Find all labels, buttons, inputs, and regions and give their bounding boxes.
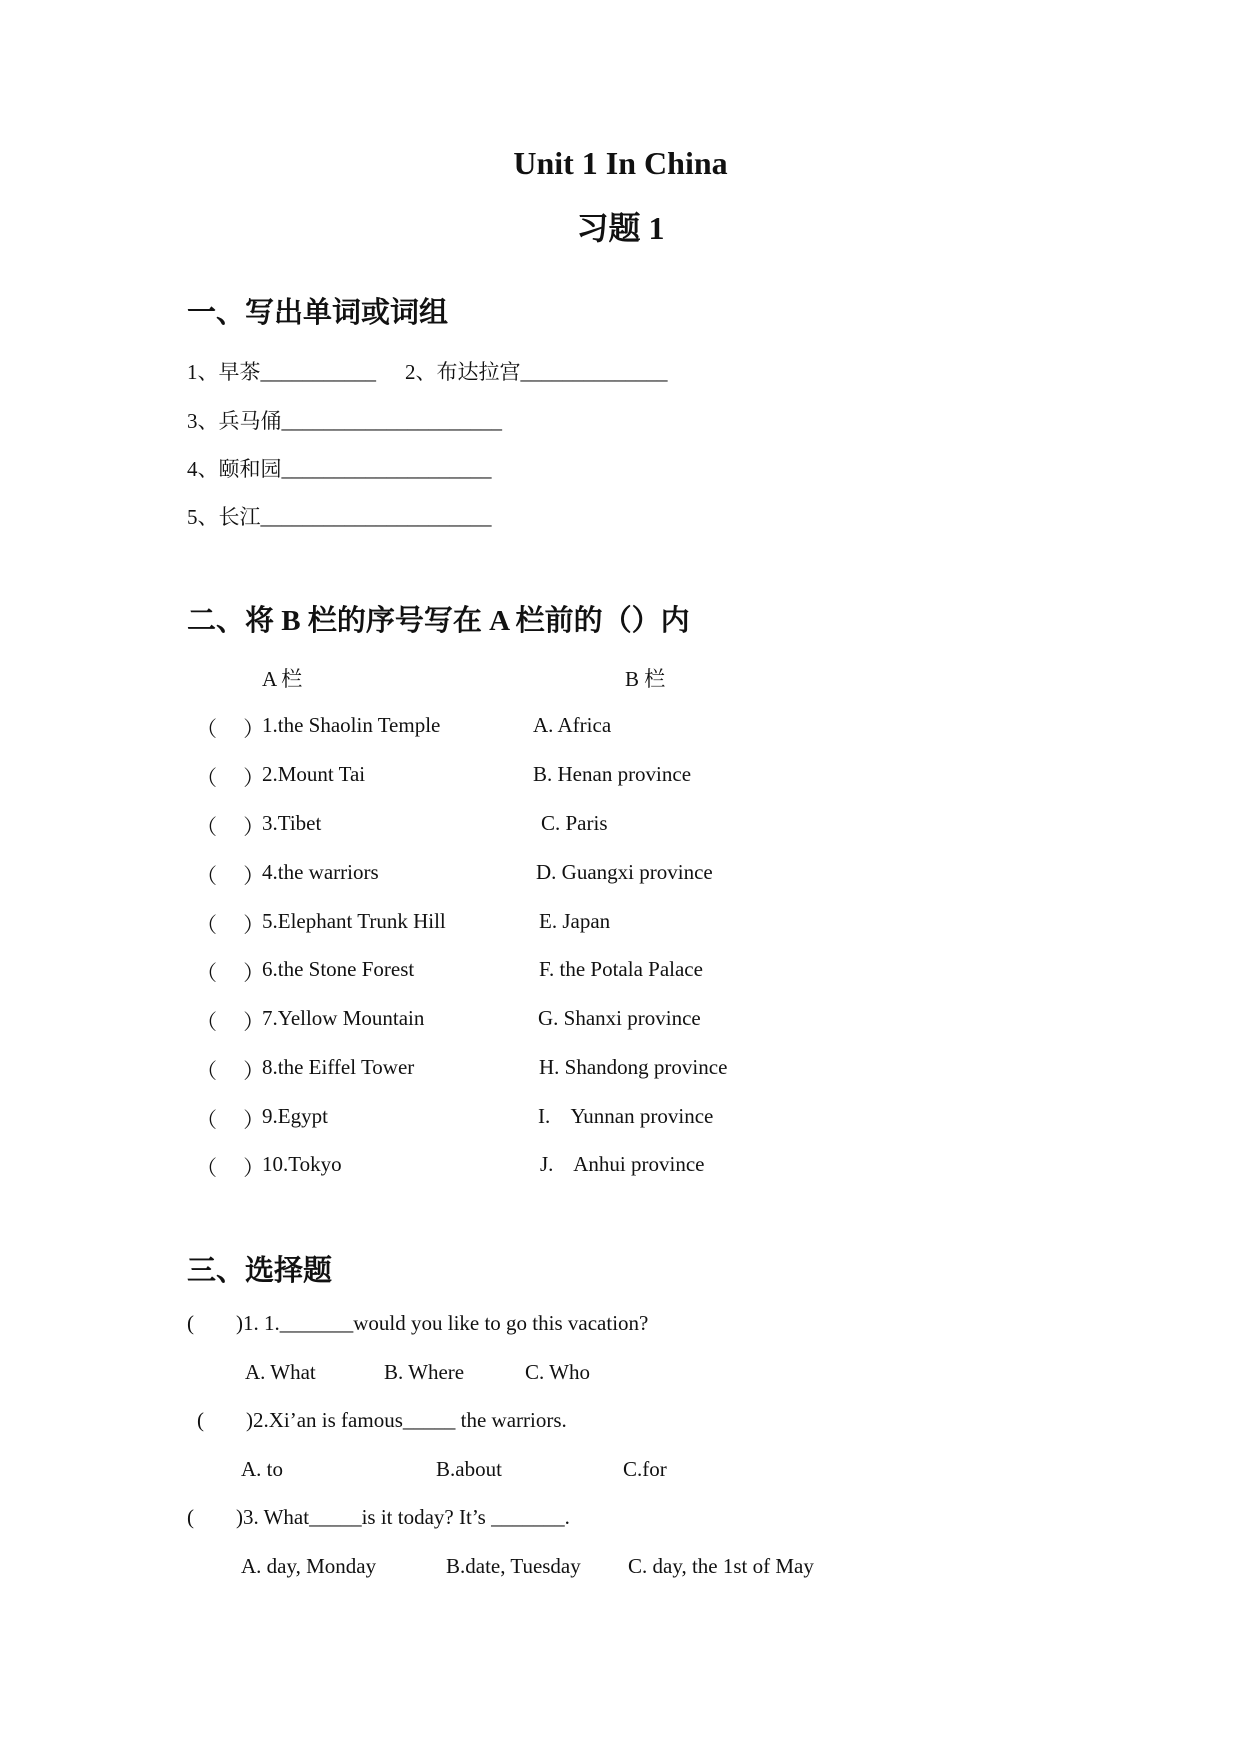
question-option: A. to [241,1457,283,1481]
match-a-item: 3.Tibet [262,811,322,835]
fill-item-5: 5、长江______________________ [187,505,492,529]
match-a-item: 2.Mount Tai [262,762,366,786]
section1-heading: 一、写出单词或词组 [187,297,449,329]
match-a-item: 1.the Shaolin Temple [262,713,441,737]
match-paren: （ ） [196,815,265,839]
match-b-item: I. Yunnan province [538,1104,714,1128]
fill-item-4: 4、颐和园____________________ [187,457,492,481]
question-option: C. Who [525,1360,590,1384]
match-b-item: J. Anhui province [540,1152,705,1176]
section3-heading: 三、选择题 [187,1255,333,1287]
match-b-item: D. Guangxi province [536,860,713,884]
question-stem: ( )1. 1._______would you like to go this vacation? [187,1311,649,1335]
column-a-label: A 栏 [262,667,303,691]
page-subtitle: 习题 1 [576,210,665,246]
question-option: C. day, the 1st of May [628,1554,814,1578]
question-option: B.about [436,1457,502,1481]
match-a-item: 4.the warriors [262,860,379,884]
question-option: A. day, Monday [241,1554,377,1578]
match-paren: （ ） [196,864,265,888]
fill-item-1: 1、早茶___________ [187,360,376,384]
match-paren: （ ） [196,766,265,790]
match-b-item: E. Japan [539,909,611,933]
match-a-item: 10.Tokyo [262,1152,342,1176]
match-a-item: 7.Yellow Mountain [262,1006,425,1030]
question-option: A. What [245,1360,316,1384]
match-paren: （ ） [196,961,265,985]
question-stem: ( )2.Xi’an is famous_____ the warriors. [197,1408,567,1432]
question-option: B.date, Tuesday [446,1554,581,1578]
match-a-item: 9.Egypt [262,1104,328,1128]
column-b-label: B 栏 [625,667,666,691]
match-paren: （ ） [196,717,265,741]
match-paren: （ ） [196,1010,265,1034]
match-b-item: B. Henan province [533,762,692,786]
match-a-item: 6.the Stone Forest [262,957,415,981]
question-stem: ( )3. What_____is it today? It’s _______. [187,1505,570,1529]
fill-item-3: 3、兵马俑_____________________ [187,409,502,433]
match-b-item: A. Africa [533,713,612,737]
fill-item-2: 2、布达拉宫______________ [405,360,668,384]
match-paren: （ ） [196,913,265,937]
match-b-item: G. Shanxi province [538,1006,701,1030]
match-b-item: C. Paris [541,811,608,835]
match-a-item: 8.the Eiffel Tower [262,1055,415,1079]
match-paren: （ ） [196,1108,265,1132]
page-title: Unit 1 In China [513,145,728,181]
question-option: C.for [623,1457,667,1481]
match-paren: （ ） [196,1156,265,1180]
match-paren: （ ） [196,1059,265,1083]
match-a-item: 5.Elephant Trunk Hill [262,909,446,933]
question-option: B. Where [384,1360,465,1384]
match-b-item: H. Shandong province [539,1055,728,1079]
match-b-item: F. the Potala Palace [539,957,703,981]
section2-heading: 二、将 B 栏的序号写在 A 栏前的（）内 [187,605,690,637]
